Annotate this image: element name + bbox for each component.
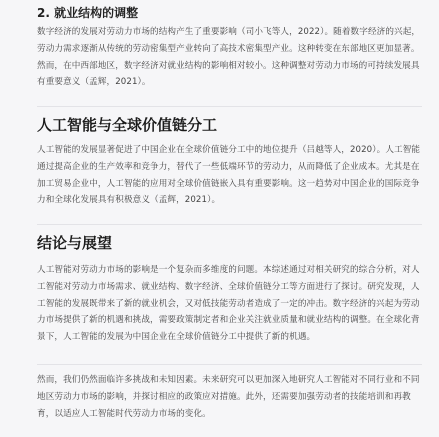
divider: [37, 224, 422, 225]
section-heading-ai-gvc: 人工智能与全球价值链分工: [37, 116, 218, 134]
divider: [37, 106, 422, 107]
paragraph-ai-gvc: 人工智能的发展显著促进了中国企业在全球价值链分工中的地位提升（吕越等人，2020）。人工智能通过提高企业的生产效率和竞争力，替代了一些低端环节的劳动力，从而降低了企业成本。尤其是在加工贸易企业中，人工智能的应用对全球价值链嵌入具有重要影响。这一趋势对中国企业的国际竞争力和全球化发展具有积极意义（孟辉，2021）。: [37, 145, 421, 206]
section-heading-conclusion: 结论与展望: [37, 234, 113, 252]
paragraph-conclusion-1: 人工智能对劳动力市场的影响是一个复杂而多维度的问题。本综述通过对相关研究的综合分析，对人工智能对劳动力市场需求、就业结构、数字经济、全球价值链分工等方面进行了探讨。研究发现，人工智能的发展既带来了新的就业机会，又对低技能劳动者造成了一定的冲击。数字经济的兴起为劳动力市场提供了新的机遇和挑战，需要政策制定者和企业关注就业质量和就业结构的调整。在全球化背景下，人工智能的发展为中国企业在全球价值链分工中提供了新的机遇。: [37, 265, 420, 343]
divider: [37, 364, 422, 365]
paragraph-employment-structure: 数字经济的发展对劳动力市场的结构产生了重要影响（司小飞等人，2022）。随着数字经济的兴起，劳动力需求逐渐从传统的劳动密集型产业转向了高技术密集型产业。这种转变在东部地区更加显著。然而，在中西部地区，数字经济对就业结构的影响相对较小。这种调整对劳动力市场的可持续发展具有重要意义（孟辉，2021）。: [37, 27, 421, 88]
paragraph-conclusion-2: 然而，我们仍然面临许多挑战和未知因素。未来研究可以更加深入地研究人工智能对不同行业和不同地区劳动力市场的影响，并探讨相应的政策应对措施。此外，还需要加强劳动者的技能培训和再教育，以适应人工智能时代劳动力市场的变化。: [37, 375, 420, 419]
section-heading-employment-structure: 2. 就业结构的调整: [37, 6, 139, 20]
